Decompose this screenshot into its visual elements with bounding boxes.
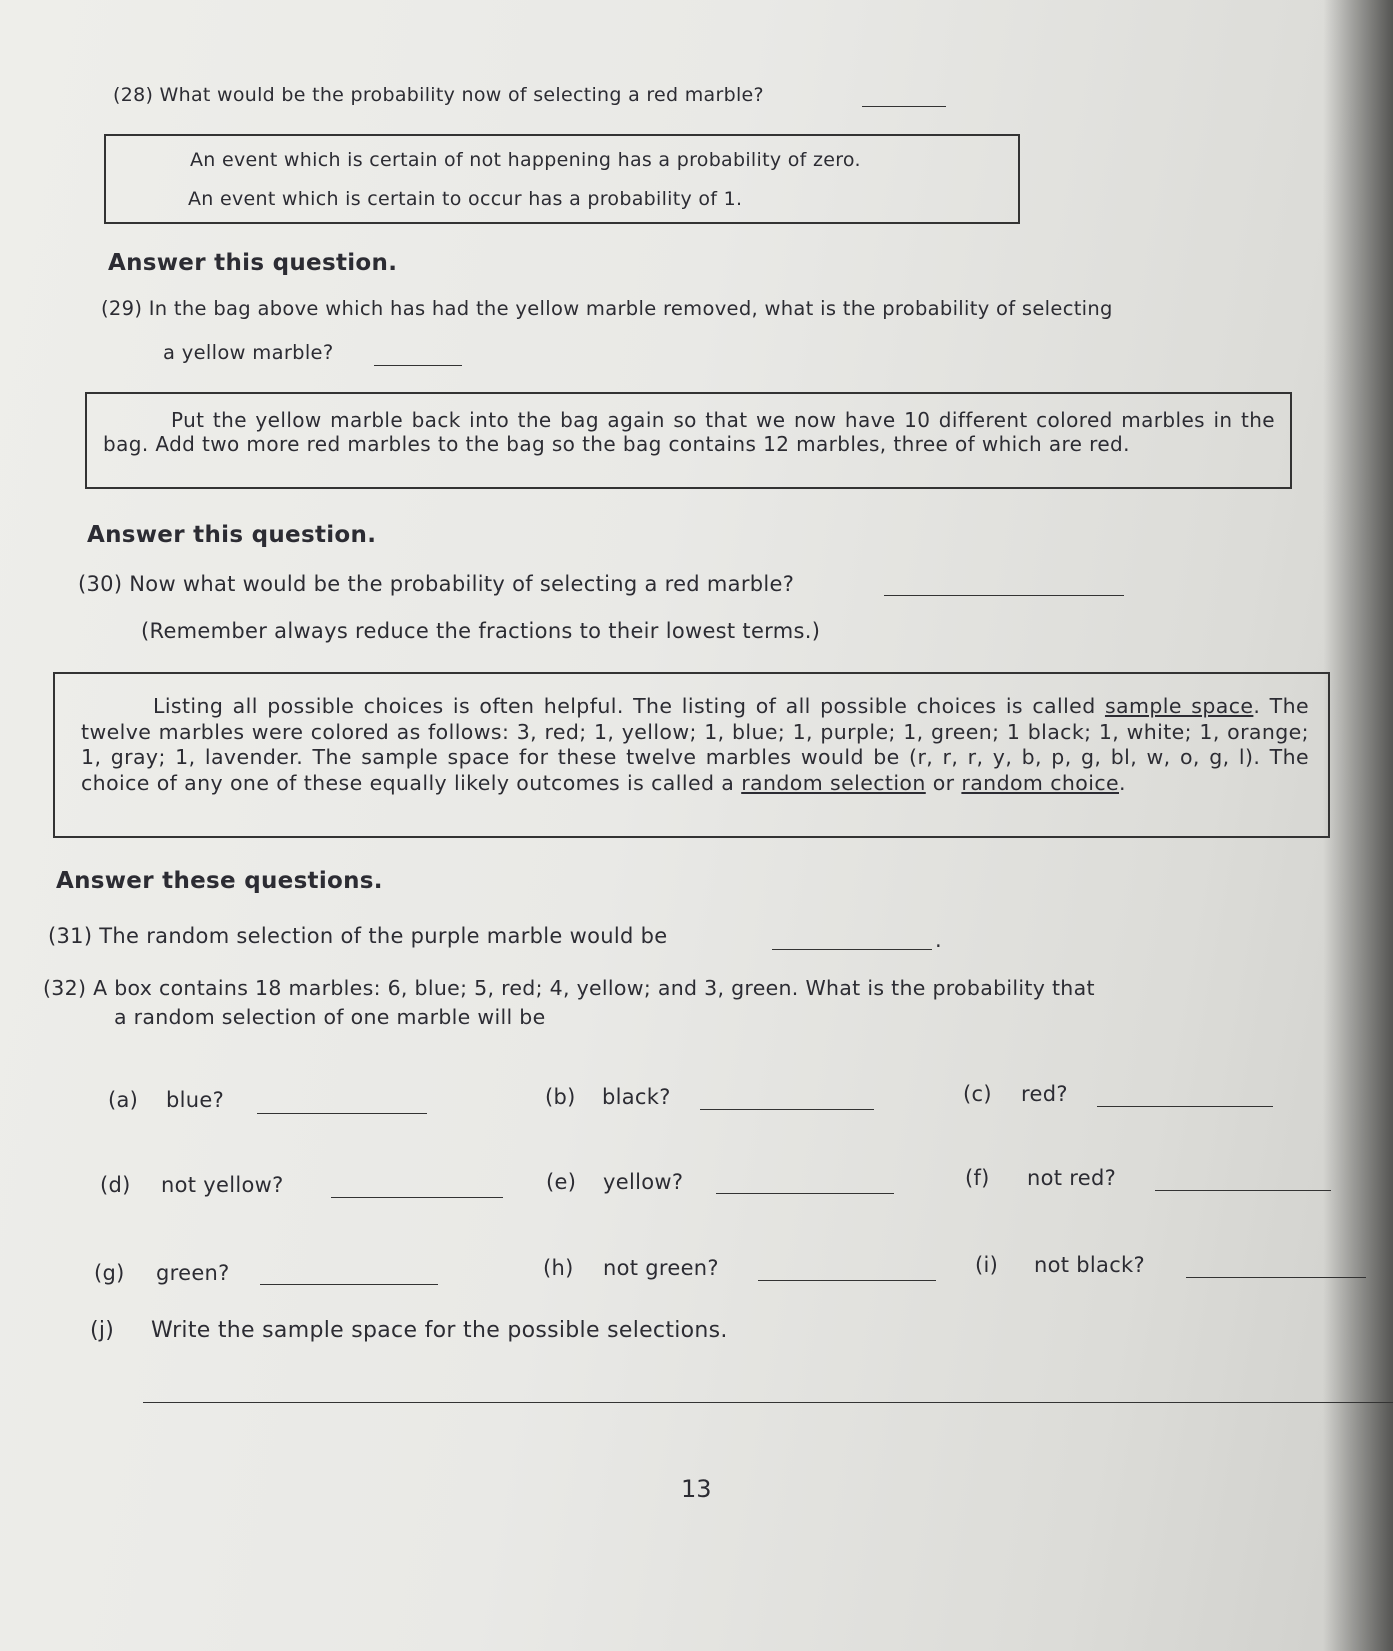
box1-line2: An event which is certain to occur has a probability of 1. (188, 188, 743, 210)
definition-box-certainty (104, 134, 1020, 224)
q32e-text: yellow? (603, 1170, 684, 1194)
box3-part3: or (932, 770, 955, 795)
q32h-text: not green? (603, 1256, 719, 1280)
term-sample-space: sample space (1104, 694, 1254, 718)
q28-answer-blank[interactable] (862, 106, 946, 107)
q32a-text: blue? (166, 1088, 225, 1112)
box3-part2: . The twelve marbles were colored as follows: 3, red; 1, yellow; 1, blue; 1, purple; 1, green; 1 black; 1, white; 1, orange; 1, gray; 1, lavender. The sample space for these twelve marbles would be (r, r, r, y, b, p, g, bl, w, o, g, l). The choice of any one of these equally likely outcomes is called a (81, 694, 1309, 795)
q32j-answer-line[interactable] (143, 1402, 1393, 1403)
q32c-label: (c) (963, 1082, 992, 1106)
q32e-label: (e) (546, 1170, 577, 1194)
q32h-label: (h) (543, 1256, 574, 1280)
q32b-answer-blank[interactable] (700, 1109, 874, 1110)
q29-answer-blank[interactable] (374, 365, 462, 366)
box3-text (81, 694, 1309, 796)
q30-note: (Remember always reduce the fractions to their lowest terms.) (141, 619, 821, 643)
q32i-label: (i) (975, 1253, 999, 1277)
sample-space-box (53, 672, 1330, 838)
q32g-answer-blank[interactable] (260, 1284, 438, 1285)
q32i-text: not black? (1034, 1253, 1145, 1277)
box1-line1: An event which is certain of not happening has a probability of zero. (190, 149, 861, 171)
q32i-answer-blank[interactable] (1186, 1277, 1366, 1278)
instruction-box-bag (85, 392, 1292, 489)
q32c-answer-blank[interactable] (1097, 1106, 1273, 1107)
q32j-label: (j) (90, 1318, 115, 1343)
q32e-answer-blank[interactable] (716, 1193, 894, 1194)
box3-part1: Listing all possible choices is often helpful. The listing of all possible choices is called (153, 694, 1096, 718)
box2-text: Put the yellow marble back into the bag again so that we now have 10 different colored marbles in the bag. Add two more red marbles to the bag so the bag contains 12 marbles, three of which are red. (103, 408, 1275, 456)
q31-answer-blank[interactable] (772, 949, 932, 950)
q31-end: . (935, 928, 942, 952)
q32a-answer-blank[interactable] (257, 1113, 427, 1114)
q32f-label: (f) (965, 1166, 990, 1190)
q32j-text: Write the sample space for the possible selections. (151, 1318, 728, 1343)
q29-line2: a yellow marble? (163, 341, 334, 364)
q32g-text: green? (156, 1261, 230, 1285)
q32-line1: (32) A box contains 18 marbles: 6, blue; 5, red; 4, yellow; and 3, green. What is the probability that (43, 976, 1095, 1000)
q29-line1: (29) In the bag above which has had the yellow marble removed, what is the probability of selecting (101, 297, 1113, 320)
q32d-label: (d) (100, 1173, 131, 1197)
q30-answer-blank[interactable] (884, 595, 1124, 596)
q32b-label: (b) (545, 1085, 576, 1109)
q28-text: (28) What would be the probability now of selecting a red marble? (113, 84, 764, 106)
term-random-selection: random selection (741, 770, 926, 795)
term-random-choice: random choice (961, 770, 1119, 795)
heading-answer-question-1: Answer this question. (108, 250, 398, 276)
page-number: 13 (681, 1475, 712, 1503)
heading-answer-question-2: Answer this question. (87, 522, 377, 548)
q32d-answer-blank[interactable] (331, 1197, 503, 1198)
q32a-label: (a) (108, 1088, 139, 1112)
q32f-text: not red? (1027, 1166, 1117, 1190)
page-edge-shadow (1323, 0, 1393, 1651)
heading-answer-questions: Answer these questions. (56, 868, 383, 894)
q30-text: (30) Now what would be the probability of selecting a red marble? (78, 572, 795, 596)
q32c-text: red? (1021, 1082, 1068, 1106)
q32-line2: a random selection of one marble will be (114, 1005, 546, 1029)
q32d-text: not yellow? (161, 1173, 284, 1197)
q32f-answer-blank[interactable] (1155, 1190, 1331, 1191)
q31-text: (31) The random selection of the purple marble would be (48, 924, 668, 948)
q32b-text: black? (602, 1085, 671, 1109)
q32g-label: (g) (94, 1261, 125, 1285)
box3-part4: . (1119, 770, 1126, 795)
q32h-answer-blank[interactable] (758, 1280, 936, 1281)
